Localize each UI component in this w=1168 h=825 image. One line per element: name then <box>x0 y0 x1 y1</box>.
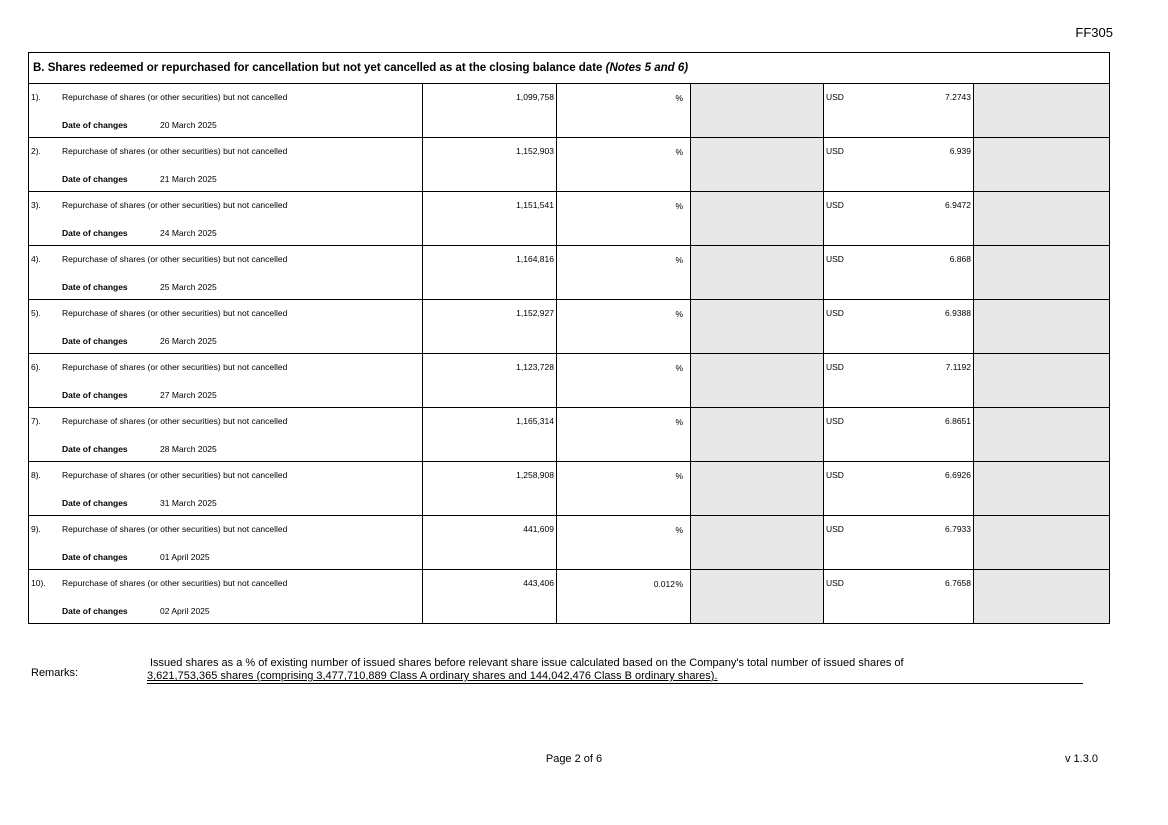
shaded-cell <box>691 516 824 570</box>
shares-cell <box>423 462 557 516</box>
shaded-cell <box>974 408 1110 462</box>
shares-cell <box>423 408 557 462</box>
date-label: Date of changes <box>62 228 128 238</box>
row-number: 8). <box>31 470 41 480</box>
row-number: 2). <box>31 146 41 156</box>
remarks-text <box>147 657 1083 684</box>
table-row <box>29 354 1110 408</box>
currency: USD <box>826 470 844 480</box>
currency: USD <box>826 416 844 426</box>
percent-cell <box>557 354 691 408</box>
table-row <box>29 570 1110 624</box>
date-value: 28 March 2025 <box>160 444 217 454</box>
currency: USD <box>826 200 844 210</box>
percent-sign: % <box>675 525 683 535</box>
description-cell <box>29 570 423 624</box>
percent-cell <box>557 192 691 246</box>
description-cell <box>29 408 423 462</box>
row-description: Repurchase of shares (or other securities) but not cancelled <box>62 92 288 102</box>
price-cell <box>824 570 974 624</box>
date-label: Date of changes <box>62 444 128 454</box>
currency: USD <box>826 362 844 372</box>
shaded-cell <box>974 516 1110 570</box>
date-label: Date of changes <box>62 336 128 346</box>
shares-cell <box>423 84 557 138</box>
date-value: 20 March 2025 <box>160 120 217 130</box>
date-label: Date of changes <box>62 606 128 616</box>
description-cell <box>29 300 423 354</box>
description-cell <box>29 192 423 246</box>
description-cell <box>29 516 423 570</box>
currency: USD <box>826 524 844 534</box>
shaded-cell <box>974 138 1110 192</box>
percent-sign: % <box>675 579 683 589</box>
price-value: 6.939 <box>949 146 971 156</box>
row-description: Repurchase of shares (or other securities) but not cancelled <box>62 254 288 264</box>
description-cell <box>29 246 423 300</box>
price-cell <box>824 462 974 516</box>
date-label: Date of changes <box>62 498 128 508</box>
shares-value: 1,152,903 <box>516 146 554 156</box>
price-value: 6.868 <box>949 254 971 264</box>
percent-cell <box>557 408 691 462</box>
shares-cell <box>423 516 557 570</box>
shares-value: 1,152,927 <box>516 308 554 318</box>
repurchase-table <box>28 52 1110 624</box>
date-value: 01 April 2025 <box>160 552 210 562</box>
shaded-cell <box>974 462 1110 516</box>
shares-value: 441,609 <box>523 524 554 534</box>
shares-value: 1,151,541 <box>516 200 554 210</box>
page-number: Page 2 of 6 <box>545 753 603 765</box>
currency: USD <box>826 254 844 264</box>
price-cell <box>824 84 974 138</box>
description-cell <box>29 84 423 138</box>
percent-cell <box>557 246 691 300</box>
price-value: 7.2743 <box>945 92 971 102</box>
table-row <box>29 408 1110 462</box>
price-cell <box>824 246 974 300</box>
row-description: Repurchase of shares (or other securities) but not cancelled <box>62 470 288 480</box>
shares-value: 1,164,816 <box>516 254 554 264</box>
shares-cell <box>423 354 557 408</box>
percent-sign: % <box>675 471 683 481</box>
row-description: Repurchase of shares (or other securities) but not cancelled <box>62 308 288 318</box>
row-description: Repurchase of shares (or other securities) but not cancelled <box>62 524 288 534</box>
shares-value: 443,406 <box>523 578 554 588</box>
row-number: 9). <box>31 524 41 534</box>
date-label: Date of changes <box>62 282 128 292</box>
percent-cell <box>557 516 691 570</box>
description-cell <box>29 354 423 408</box>
price-cell <box>824 516 974 570</box>
percent-sign: % <box>675 255 683 265</box>
date-label: Date of changes <box>62 552 128 562</box>
percent-sign: % <box>675 309 683 319</box>
description-cell <box>29 138 423 192</box>
table-row <box>29 516 1110 570</box>
table-row <box>29 246 1110 300</box>
date-value: 25 March 2025 <box>160 282 217 292</box>
shaded-cell <box>691 570 824 624</box>
table-row <box>29 84 1110 138</box>
row-description: Repurchase of shares (or other securities) but not cancelled <box>62 578 288 588</box>
version-label: v 1.3.0 <box>1064 753 1098 765</box>
shares-cell <box>423 246 557 300</box>
percent-cell <box>557 462 691 516</box>
price-cell <box>824 300 974 354</box>
row-description: Repurchase of shares (or other securities) but not cancelled <box>62 200 288 210</box>
percent-cell <box>557 570 691 624</box>
price-value: 6.9472 <box>945 200 971 210</box>
shaded-cell <box>974 246 1110 300</box>
currency: USD <box>826 92 844 102</box>
percent-value: 0.012 <box>653 579 675 589</box>
shaded-cell <box>691 246 824 300</box>
table-row <box>29 192 1110 246</box>
row-number: 10). <box>31 578 46 588</box>
remarks-line-2: 3,621,753,365 shares (comprising 3,477,710,889 Class A ordinary shares and 144,042,476 Class B ordinary shares). <box>147 670 718 682</box>
percent-sign: % <box>675 147 683 157</box>
shares-cell <box>423 300 557 354</box>
percent-sign: % <box>675 417 683 427</box>
section-title-note: (Notes 5 and 6) <box>605 62 689 74</box>
remarks-label: Remarks: <box>31 667 79 679</box>
currency: USD <box>826 308 844 318</box>
description-cell <box>29 462 423 516</box>
percent-cell <box>557 300 691 354</box>
date-value: 02 April 2025 <box>160 606 210 616</box>
shaded-cell <box>691 462 824 516</box>
shaded-cell <box>691 138 824 192</box>
shares-value: 1,099,758 <box>516 92 554 102</box>
shaded-cell <box>691 408 824 462</box>
price-value: 6.6926 <box>945 470 971 480</box>
shaded-cell <box>691 354 824 408</box>
table-row <box>29 462 1110 516</box>
section-header <box>29 53 1110 84</box>
shaded-cell <box>974 354 1110 408</box>
row-description: Repurchase of shares (or other securities) but not cancelled <box>62 146 288 156</box>
row-number: 6). <box>31 362 41 372</box>
price-cell <box>824 138 974 192</box>
form-code: FF305 <box>1075 25 1113 40</box>
row-number: 4). <box>31 254 41 264</box>
row-number: 7). <box>31 416 41 426</box>
price-value: 6.8651 <box>945 416 971 426</box>
date-label: Date of changes <box>62 390 128 400</box>
row-number: 1). <box>31 92 41 102</box>
table-row <box>29 300 1110 354</box>
date-value: 24 March 2025 <box>160 228 217 238</box>
shaded-cell <box>691 300 824 354</box>
currency: USD <box>826 578 844 588</box>
shares-cell <box>423 570 557 624</box>
price-cell <box>824 192 974 246</box>
percent-sign: % <box>675 201 683 211</box>
shares-value: 1,165,314 <box>516 416 554 426</box>
section-title: B. Shares redeemed or repurchased for cancellation but not yet cancelled as at the closing balance date <box>33 62 603 74</box>
price-value: 7.1192 <box>945 362 971 372</box>
percent-sign: % <box>675 93 683 103</box>
date-value: 26 March 2025 <box>160 336 217 346</box>
currency: USD <box>826 146 844 156</box>
shares-value: 1,258,908 <box>516 470 554 480</box>
price-cell <box>824 354 974 408</box>
shaded-cell <box>691 192 824 246</box>
shares-cell <box>423 138 557 192</box>
shaded-cell <box>974 192 1110 246</box>
date-label: Date of changes <box>62 174 128 184</box>
row-number: 3). <box>31 200 41 210</box>
row-description: Repurchase of shares (or other securities) but not cancelled <box>62 362 288 372</box>
date-value: 31 March 2025 <box>160 498 217 508</box>
price-value: 6.9388 <box>945 308 971 318</box>
percent-cell <box>557 84 691 138</box>
table-row <box>29 138 1110 192</box>
shaded-cell <box>974 84 1110 138</box>
shaded-cell <box>974 300 1110 354</box>
shaded-cell <box>974 570 1110 624</box>
row-description: Repurchase of shares (or other securities) but not cancelled <box>62 416 288 426</box>
price-value: 6.7658 <box>945 578 971 588</box>
date-label: Date of changes <box>62 120 128 130</box>
price-cell <box>824 408 974 462</box>
percent-cell <box>557 138 691 192</box>
shaded-cell <box>691 84 824 138</box>
remarks-line-1: Issued shares as a % of existing number of issued shares before relevant share issue calculated based on the Company's total number of issued shares of <box>150 657 904 669</box>
percent-sign: % <box>675 363 683 373</box>
price-value: 6.7933 <box>945 524 971 534</box>
shares-cell <box>423 192 557 246</box>
date-value: 27 March 2025 <box>160 390 217 400</box>
date-value: 21 March 2025 <box>160 174 217 184</box>
row-number: 5). <box>31 308 41 318</box>
shares-value: 1,123,728 <box>516 362 554 372</box>
